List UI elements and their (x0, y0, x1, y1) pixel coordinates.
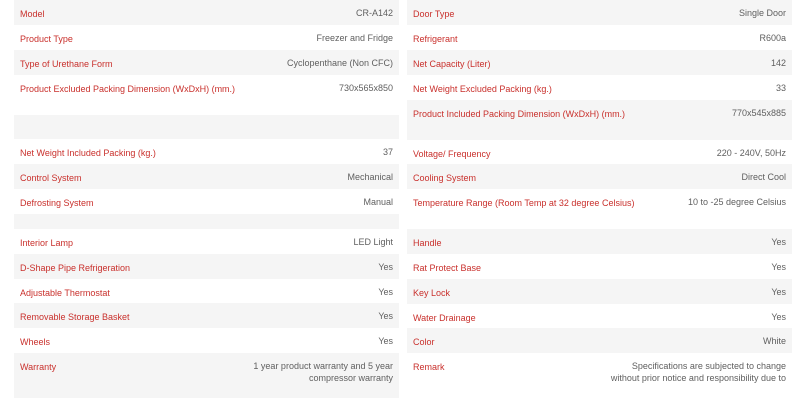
spec-value: 1 year product warranty and 5 year compressor warranty (253, 361, 393, 383)
spec-row (14, 0, 399, 25)
spec-label: Water Drainage (413, 313, 476, 323)
spec-label: Interior Lamp (20, 238, 74, 248)
spec-value: R600a (759, 33, 786, 43)
spec-value: CR-A142 (355, 8, 393, 18)
spec-value: 10 to -25 degree Celsius (687, 197, 786, 207)
spec-label: Removable Storage Basket (20, 312, 130, 322)
spec-value: Manual (363, 197, 393, 207)
spec-row (407, 100, 792, 140)
spec-label: Warranty (20, 362, 57, 372)
spec-row (14, 50, 399, 75)
spec-row (407, 75, 792, 100)
spec-label: Product Type (20, 34, 73, 44)
spec-column-left (14, 0, 399, 412)
spec-value: Yes (771, 287, 786, 297)
spec-value: White (762, 336, 786, 346)
spec-row (14, 75, 399, 115)
spec-value: Yes (378, 287, 393, 297)
spec-column-right (407, 0, 792, 412)
spec-label: Product Excluded Packing Dimension (WxDxH) (mm.) (20, 84, 236, 94)
spec-label: Temperature Range (Room Temp at 32 degree Celsius) (413, 198, 635, 208)
spec-value: 220 - 240V, 50Hz (716, 148, 786, 158)
spec-row (407, 50, 792, 75)
spec-value: Yes (771, 312, 786, 322)
spec-label: Net Weight Excluded Packing (kg.) (413, 84, 552, 94)
spec-label: Cooling System (413, 173, 477, 183)
spec-value: Mechanical (347, 172, 393, 182)
spec-row (14, 115, 399, 139)
spec-row (14, 139, 399, 164)
spec-row (14, 189, 399, 214)
spec-value: Cyclopenthane (Non CFC) (286, 58, 393, 68)
spec-label: Key Lock (413, 288, 451, 298)
spec-row (14, 214, 399, 229)
spec-value: Yes (378, 336, 393, 346)
spec-value: 37 (382, 147, 393, 157)
spec-value: 142 (770, 58, 786, 68)
spec-value: Single Door (738, 8, 786, 18)
spec-label: Adjustable Thermostat (20, 288, 110, 298)
spec-label: Defrosting System (20, 198, 94, 208)
spec-row (407, 229, 792, 254)
spec-value: Direct Cool (741, 172, 786, 182)
spec-row (14, 25, 399, 50)
spec-value: Yes (378, 311, 393, 321)
spec-row (14, 328, 399, 353)
spec-row (407, 353, 792, 398)
spec-row (14, 229, 399, 254)
spec-row (407, 25, 792, 50)
spec-row (407, 140, 792, 164)
spec-label: Remark (413, 362, 445, 372)
spec-row (407, 304, 792, 328)
spec-label: Door Type (413, 9, 455, 19)
spec-label: Type of Urethane Form (20, 59, 113, 69)
spec-row (407, 0, 792, 25)
spec-row (14, 164, 399, 189)
spec-row (14, 303, 399, 328)
spec-value: Yes (378, 262, 393, 272)
spec-value: 730x565x850 (338, 83, 393, 93)
spec-row (407, 254, 792, 279)
spec-label: Product Included Packing Dimension (WxDxH) (mm.) (413, 109, 626, 119)
spec-label: Rat Protect Base (413, 263, 482, 273)
spec-row (407, 164, 792, 189)
spec-row (14, 279, 399, 303)
spec-value: Yes (771, 262, 786, 272)
spec-label: Color (413, 337, 435, 347)
spec-label: Net Capacity (Liter) (413, 59, 491, 69)
spec-label: Wheels (20, 337, 51, 347)
spec-label: Voltage/ Frequency (413, 149, 491, 159)
spec-value: LED Light (353, 237, 393, 247)
spec-label: Handle (413, 238, 442, 248)
spec-label: Refrigerant (413, 34, 458, 44)
spec-value: 770x545x885 (731, 108, 786, 118)
spec-value: Yes (771, 237, 786, 247)
spec-label: D-Shape Pipe Refrigeration (20, 263, 131, 273)
spec-label: Model (20, 9, 45, 19)
spec-row (14, 353, 399, 398)
spec-label: Net Weight Included Packing (kg.) (20, 148, 156, 158)
spec-value: 33 (775, 83, 786, 93)
spec-row (407, 328, 792, 353)
spec-value: Freezer and Fridge (316, 33, 393, 43)
spec-row (407, 279, 792, 304)
spec-row (14, 254, 399, 279)
spec-row (407, 189, 792, 229)
spec-label: Control System (20, 173, 82, 183)
spec-value: Specifications are subjected to change without prior notice and responsibility due to (610, 361, 786, 383)
